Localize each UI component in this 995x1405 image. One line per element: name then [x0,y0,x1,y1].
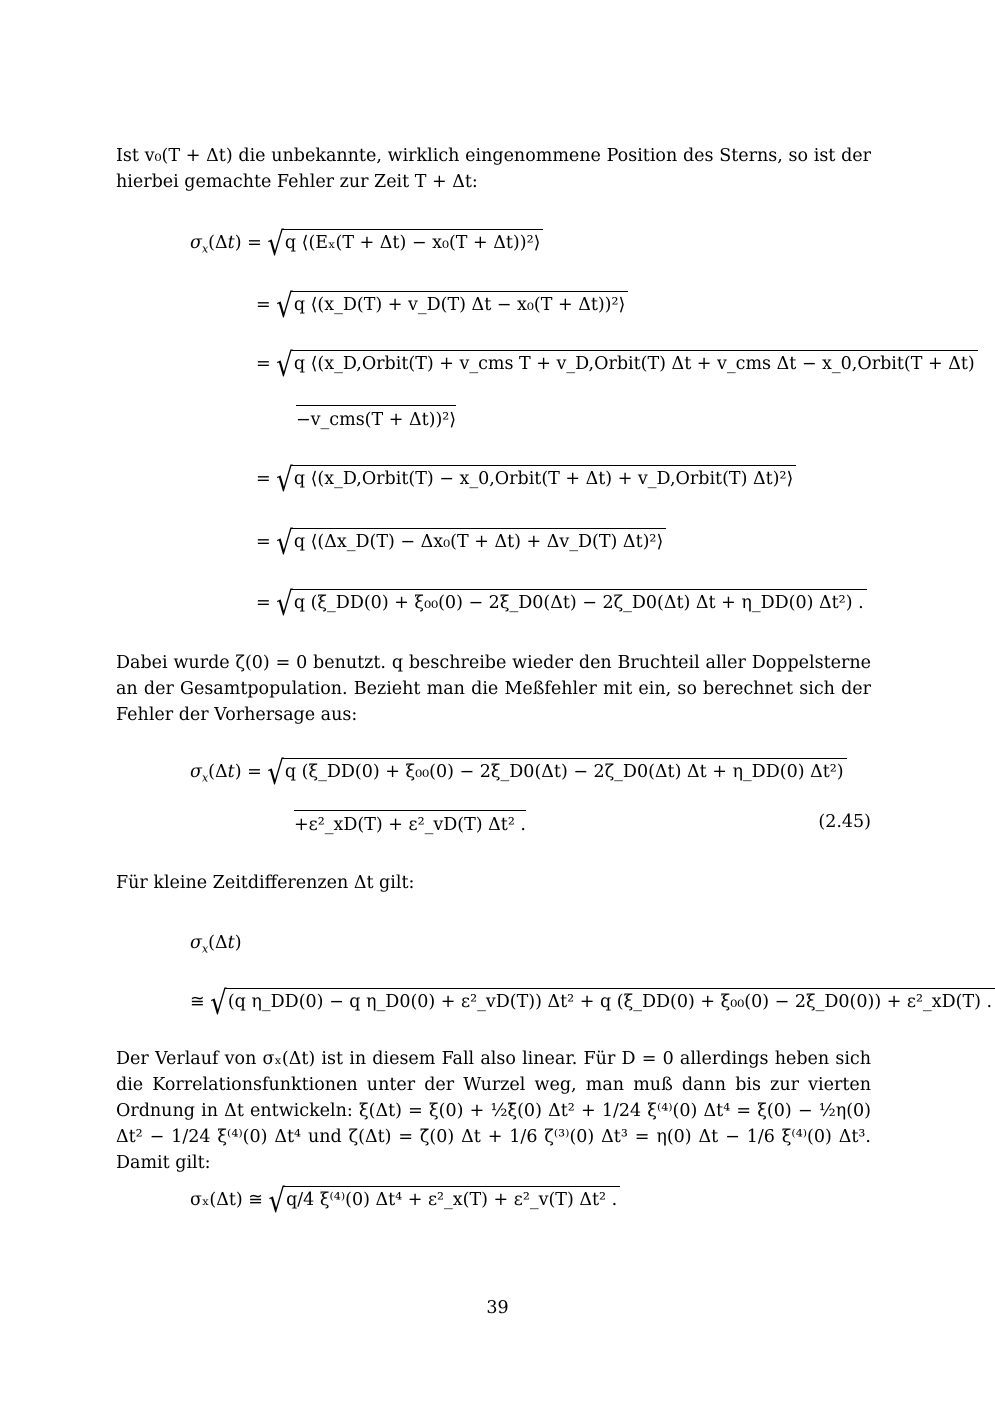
equation-1-expression-5: q ⟨(x_D,Orbit(T) − x_0,Orbit(T + Δt) + v_D,Orbit(T) Δt)²⟩ [291,465,797,492]
equation-1-line-3: = √q ⟨(x_D,Orbit(T) + v_cms T + v_D,Orbit(T) Δt + v_cms Δt − x_0,Orbit(T + Δt) [256,350,978,379]
equation-1-expression-2: q ⟨(x_D(T) + v_D(T) Δt − x₀(T + Δt))²⟩ [291,291,629,318]
equation-1-line-5: = √q ⟨(x_D,Orbit(T) − x_0,Orbit(T + Δt) + v_D,Orbit(T) Δt)²⟩ [256,465,796,494]
equation-1-line-2: = √q ⟨(x_D(T) + v_D(T) Δt − x₀(T + Δt))²⟩ [256,291,628,320]
equation-1-expression-6: q ⟨(Δx_D(T) − Δx₀(T + Δt) + Δv_D(T) Δt)²⟩ [291,528,666,555]
equation-number: (2.45) [818,812,871,832]
equation-1-line-4 [296,405,456,433]
equation-1-expression-3: q ⟨(x_D,Orbit(T) + v_cms T + v_D,Orbit(T) Δt + v_cms Δt − x_0,Orbit(T + Δt) [291,350,978,377]
equation-1-line-7: = √q (ξ_DD(0) + ξ₀₀(0) − 2ξ_D0(Δt) − 2ζ_D0(Δt) Δt + η_DD(0) Δt²) . [256,589,867,618]
equation-2-line-2 [294,810,526,838]
equation-3-expression: (q η_DD(0) − q η_D0(0) + ε²_vD(T)) Δt² + q (ξ_DD(0) + ξ₀₀(0) − 2ξ_D0(0)) + ε²_xD(T) . [225,988,995,1015]
equation-1-expression-1: q ⟨(Eₓ(T + Δt) − x₀(T + Δt))²⟩ [282,229,544,256]
equation-4-line: σₓ(Δt) ≅ √q/4 ξ⁽⁴⁾(0) Δt⁴ + ε²_x(T) + ε²_v(T) Δt² . [190,1186,620,1215]
equation-1-line-1: $\sigma_x(\Delta t) = √q$ ⟨(Eₓ(T + Δt) − x₀(T + Δt))²⟩ [190,229,543,258]
expansion-zeta: und ζ(Δt) = ζ̇(0) Δt + 1/6 ζ⁽³⁾(0) Δt³ = η(0) Δt − 1/6 ξ⁽⁴⁾(0) Δt³. Damit gilt: [116,1127,871,1173]
equation-3-relation: ≅ [190,992,205,1012]
equation-2-expression-2: +ε²_xD(T) + ε²_vD(T) Δt² . [294,810,526,838]
equation-4-expression: q/4 ξ⁽⁴⁾(0) Δt⁴ + ε²_x(T) + ε²_v(T) Δt² . [283,1186,620,1213]
equation-3-lhs: $\sigma_x(\Delta t)$ [190,933,242,956]
paragraph-small-differences: Für kleine Zeitdifferenzen Δt gilt: [116,873,415,893]
equation-2-expression-1: q (ξ_DD(0) + ξ₀₀(0) − 2ξ_D0(Δt) − 2ζ_D0(Δt) Δt + η_DD(0) Δt²) [282,758,847,785]
equation-2-line-1: $\sigma_x(\Delta t) = √q$ (ξ_DD(0) + ξ₀₀(0) − 2ξ_D0(Δt) − 2ζ_D0(Δt) Δt + η_DD(0) Δt²) [190,758,847,787]
equation-3-line: ≅ √(q η_DD(0) − q η_D0(0) + ε²_vD(T)) Δt² + q (ξ_DD(0) + ξ₀₀(0) − 2ξ_D0(0)) + ε²_xD(T) . [190,988,995,1017]
equation-1-expression-7: q (ξ_DD(0) + ξ₀₀(0) − 2ξ_D0(Δt) − 2ζ_D0(Δt) Δt + η_DD(0) Δt²) . [291,589,867,616]
expansion-xi: ξ(Δt) = ξ(0) + ½ξ̈(0) Δt² + 1/24 ξ⁽⁴⁾(0) Δt⁴ = ξ(0) − ½η(0) Δt² − 1/24 ξ⁽⁴⁾(0) Δt⁴ [116,1101,871,1147]
paragraph-intro [116,143,871,195]
equation-4-lhs: σₓ(Δt) ≅ [190,1190,263,1210]
page-number: 39 [486,1298,509,1318]
equation-1-line-6: = √q ⟨(Δx_D(T) − Δx₀(T + Δt) + Δv_D(T) Δt)²⟩ [256,528,666,557]
paragraph-intro-text: Ist v₀(T + Δt) die unbekannte, wirklich eingenommene Position des Sterns, so ist der hierbei gemachte Fehler zur Zeit T + Δt: [116,146,871,192]
paragraph-linear-course [116,1046,871,1176]
equation-1-expression-4: −v_cms(T + Δt))²⟩ [296,405,456,433]
paragraph-measurement-errors: Dabei wurde ζ(0) = 0 benutzt. q beschreibe wieder den Bruchteil aller Doppelsterne an der Gesamtpopulation. Bezieht man die Meßfehler mit ein, so berechnet sich der Fehler der Vorhersage aus: [116,653,871,725]
paragraph-linear-course-text: Der Verlauf von σₓ(Δt) ist in diesem Fall also linear. Für D = 0 allerdings heben sich die Korrelationsfunktionen unter der Wurzel weg, man muß dann bis zur vierten Ordnung in Δt entwickeln: [116,1049,871,1121]
